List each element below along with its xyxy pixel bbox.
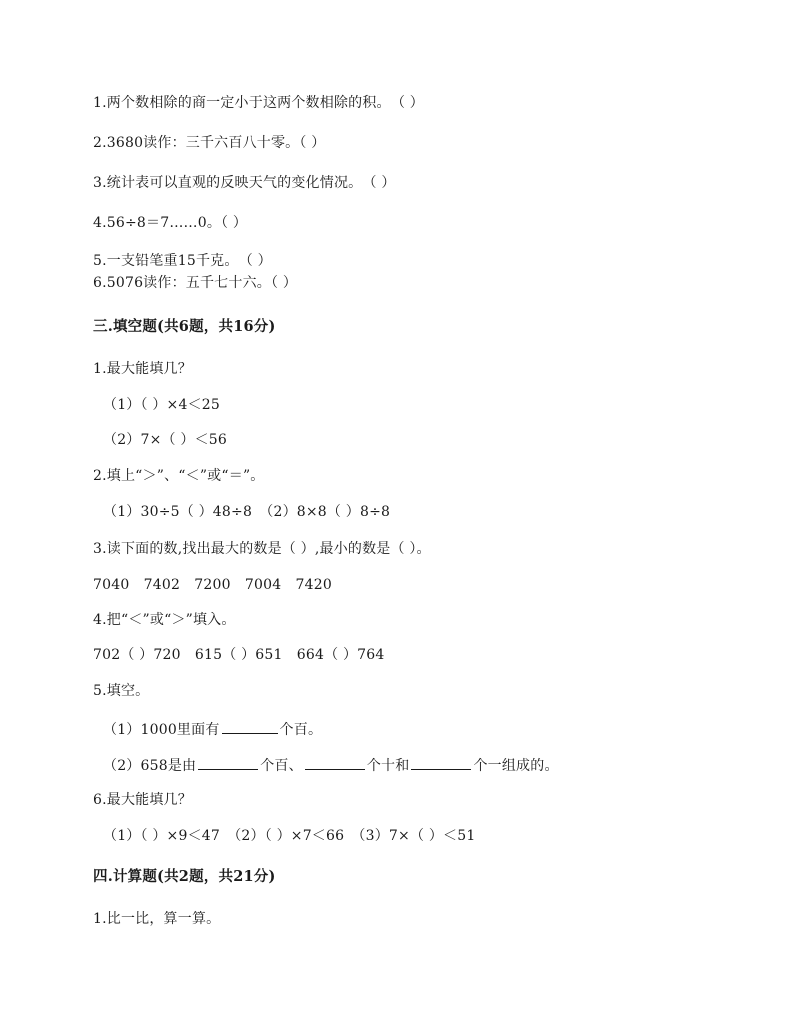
judge-item-1: 1.两个数相除的商一定小于这两个数相除的积。 （ ） [93,95,425,111]
fill-q2: 2.填上“＞”、“＜”或“＝”。 [93,468,265,484]
calc-q1: 1.比一比，算一算。 [93,911,221,927]
judge-item-6: 6.5076读作：五千七十六。（ ） [93,275,298,291]
fill-q5-part1 [103,719,322,739]
fill-q4-comparisons: 702（ ）720 615（ ）651 664（ ）764 [93,647,385,663]
section-heading-fill-in: 三.填空题(共6题，共16分) [93,318,276,335]
fill-q5-part2-hundreds: 个百、 [260,758,303,774]
judge-item-3: 3.统计表可以直观的反映天气的变化情况。 （ ） [93,175,396,191]
judge-item-5: 5.一支铅笔重15千克。 （ ） [93,253,272,269]
answer-blank [222,719,278,734]
fill-q6-parts: （1）（ ）×9＜47 （2）（ ）×7＜66 （3）7×（ ）＜51 [103,828,476,844]
fill-q1: 1.最大能填几？ [93,361,192,377]
fill-q6: 6.最大能填几？ [93,792,192,808]
judge-item-2: 2.3680读作：三千六百八十零。（ ） [93,135,326,151]
fill-q5-part1-suffix: 个百。 [279,722,323,738]
answer-blank [198,755,258,770]
fill-q3: 3.读下面的数,找出最大的数是（ ）,最小的数是（ ）。 [93,541,431,557]
fill-q4: 4.把“＜”或“＞”填入。 [93,612,236,628]
fill-q5: 5.填空。 [93,683,150,699]
answer-blank [305,755,365,770]
fill-q1-part2: （2）7×（ ）＜56 [103,432,228,448]
section-heading-calculation: 四.计算题(共2题，共21分) [93,868,276,885]
fill-q1-part1: （1）（ ）×4＜25 [103,397,221,413]
answer-blank [411,755,471,770]
fill-q2-parts: （1）30÷5（ ）48÷8 （2）8×8（ ）8÷8 [103,504,391,520]
fill-q5-part2-prefix: （2）658是由 [103,758,197,774]
fill-q5-part1-prefix: （1）1000里面有 [103,722,220,738]
fill-q5-part2-ones: 个一组成的。 [473,758,559,774]
fill-q3-numbers: 7040 7402 7200 7004 7420 [93,577,332,593]
judge-item-4: 4.56÷8＝7……0。（ ） [93,215,248,231]
fill-q5-part2-tens: 个十和 [366,758,410,774]
fill-q5-part2 [103,755,559,775]
